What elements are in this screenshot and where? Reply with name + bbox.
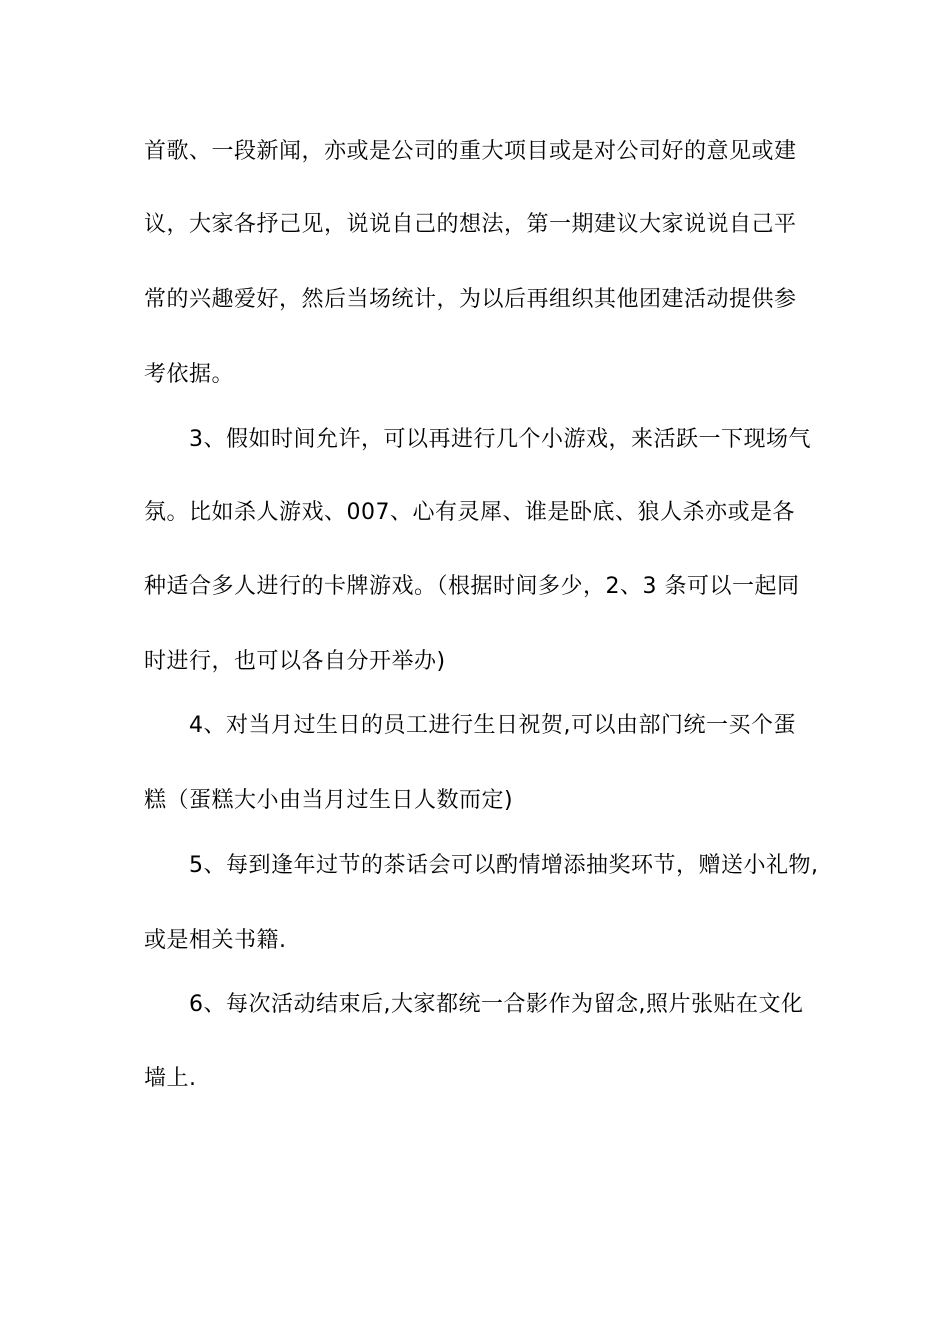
paragraph-line: 4、对当月过生日的员工进行生日祝贺,可以由部门统一买个蛋 (189, 713, 796, 738)
paragraph-line: 6、每次活动结束后,大家都统一合影作为留念,照片张贴在文化 (189, 992, 804, 1017)
paragraph-line: 或是相关书籍. (144, 928, 287, 953)
paragraph-line: 议，大家各抒己见，说说自己的想法，第一期建议大家说说自己平 (144, 212, 797, 237)
paragraph-line: 首歌、一段新闻，亦或是公司的重大项目或是对公司好的意见或建 (144, 139, 797, 164)
paragraph-line: 种适合多人进行的卡牌游戏。（根据时间多少，2、3 条可以一起同 (144, 574, 800, 599)
paragraph-line: 3、假如时间允许，可以再进行几个小游戏，来活跃一下现场气 (189, 427, 811, 452)
paragraph-line: 糕（蛋糕大小由当月过生日人数而定) (144, 788, 514, 813)
paragraph-line: 考依据。 (144, 362, 235, 387)
paragraph-line: 常的兴趣爱好，然后当场统计，为以后再组织其他团建活动提供参 (144, 287, 797, 312)
paragraph-line: 时进行，也可以各自分开举办) (144, 649, 446, 674)
paragraph-line: 墙上. (144, 1066, 197, 1091)
paragraph-line: 5、每到逢年过节的茶话会可以酌情增添抽奖环节，赠送小礼物, (189, 853, 819, 878)
paragraph-line: 氛。比如杀人游戏、007、心有灵犀、谁是卧底、狼人杀亦或是各 (144, 500, 795, 525)
